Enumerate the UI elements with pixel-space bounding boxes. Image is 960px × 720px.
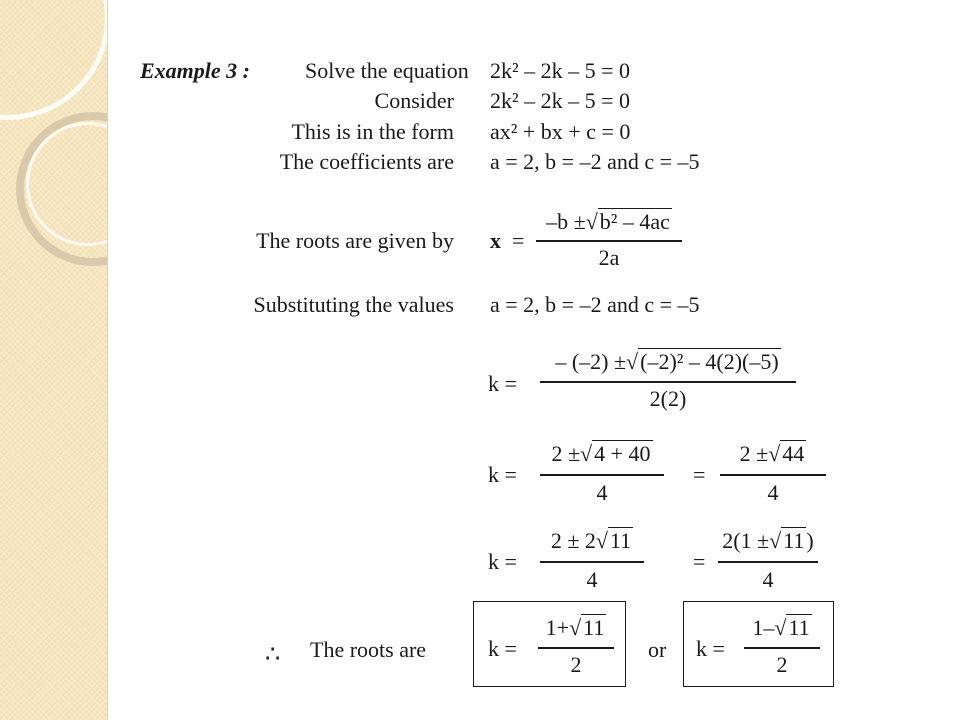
step3-lhs: k = [488, 549, 517, 574]
step2-equals: = [693, 462, 706, 487]
step3-numerator [540, 530, 644, 552]
formula-denominator: 2a [598, 245, 620, 270]
formula-equals: = [512, 228, 525, 253]
root1-fraction [538, 612, 614, 678]
step3-radicand: 11 [609, 528, 632, 553]
fraction-bar [718, 561, 818, 563]
root2-radicand: 11 [788, 615, 810, 640]
step2-numerator [540, 443, 664, 465]
consider-equation: 2k² – 2k – 5 = 0 [490, 88, 631, 113]
step3-factored-fraction [718, 524, 818, 594]
step3-numerator-prefix: 2 ± 2 [550, 528, 596, 553]
root2-denominator: 2 [776, 652, 788, 677]
step2-radicand: 4 + 40 [594, 441, 651, 466]
conclusion-label: The roots are [310, 637, 427, 662]
root1-denominator: 2 [570, 652, 582, 677]
step3-factored-suffix: ) [806, 528, 814, 553]
step3-equals: = [693, 549, 706, 574]
step2-simplified-radicand: 44 [782, 441, 805, 466]
step3-factored-denominator: 4 [762, 567, 774, 592]
example-title: Example 3 : [140, 58, 250, 83]
step3-factored-prefix: 2(1 ± [722, 528, 770, 553]
step3-factored-numerator [718, 530, 818, 552]
radical-sign: √ [768, 441, 781, 466]
fraction-bar [538, 647, 614, 649]
radical-sign: √ [585, 209, 598, 234]
fraction-bar [720, 474, 826, 476]
therefore-symbol: ∴ [265, 642, 281, 668]
step1-numerator-prefix: – (–2) ± [555, 349, 627, 374]
fraction-bar [744, 647, 820, 649]
fraction-bar [536, 240, 682, 242]
root1-lhs: k = [488, 636, 517, 661]
radical-sign: √ [774, 615, 787, 640]
form-label: This is in the form [291, 119, 454, 144]
coefficients-values: a = 2, b = –2 and c = –5 [490, 149, 700, 174]
radical-sign: √ [569, 615, 582, 640]
step1-radicand: (–2)² – 4(2)(–5) [640, 349, 779, 374]
step1-fraction [540, 343, 796, 415]
solve-equation: 2k² – 2k – 5 = 0 [490, 58, 631, 83]
step1-numerator [540, 351, 796, 373]
step3-fraction [540, 524, 644, 594]
coefficients-label: The coefficients are [279, 149, 454, 174]
or-text: or [648, 637, 667, 662]
radical-sign: √ [626, 349, 639, 374]
step2-fraction [540, 437, 664, 507]
fraction-bar [540, 381, 796, 383]
step2-simplified-denominator: 4 [767, 480, 779, 505]
radical-sign: √ [769, 528, 782, 553]
step2-simplified-prefix: 2 ± [739, 441, 769, 466]
step2-lhs: k = [488, 462, 517, 487]
substituting-label: Substituting the values [253, 292, 454, 317]
quadratic-formula-fraction [536, 205, 682, 275]
step1-lhs: k = [488, 371, 517, 396]
step2-denominator: 4 [596, 480, 608, 505]
root2-lhs: k = [696, 636, 725, 661]
root2-fraction [744, 612, 820, 678]
step1-denominator: 2(2) [649, 386, 687, 411]
substituting-values: a = 2, b = –2 and c = –5 [490, 292, 700, 317]
step3-denominator: 4 [586, 567, 598, 592]
solve-label: Solve the equation [305, 58, 469, 83]
step2-numerator-prefix: 2 ± [551, 441, 581, 466]
root2-numerator [744, 617, 820, 639]
decorative-ring-top [0, 0, 108, 120]
root2-prefix: 1– [752, 615, 775, 640]
root1-radicand: 11 [583, 615, 605, 640]
step2-simplified-fraction [720, 437, 826, 507]
step2-simplified-numerator [720, 443, 826, 465]
fraction-bar [540, 474, 664, 476]
fraction-bar [540, 561, 644, 563]
formula-radicand: b² – 4ac [599, 209, 670, 234]
formula-variable: x [490, 228, 501, 253]
form-equation: ax² + bx + c = 0 [490, 119, 631, 144]
root1-prefix: 1+ [545, 615, 570, 640]
decorative-sidebar [0, 0, 108, 720]
radical-sign: √ [580, 441, 593, 466]
formula-numerator-prefix: –b ± [546, 209, 586, 234]
step3-factored-radicand: 11 [783, 528, 805, 553]
root1-numerator [538, 617, 614, 639]
roots-formula-label: The roots are given by [256, 228, 454, 253]
radical-sign: √ [595, 528, 608, 553]
consider-label: Consider [374, 88, 454, 113]
formula-numerator [536, 211, 682, 233]
